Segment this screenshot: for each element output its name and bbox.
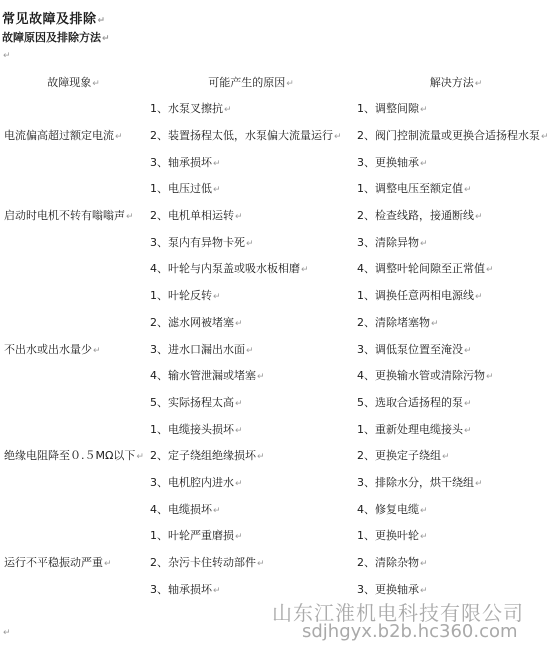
symptom-cell: 电流偏高超过额定电流↵ xyxy=(4,129,123,143)
table-row xyxy=(0,442,557,469)
table-row-cell xyxy=(0,442,557,469)
solution-cell: 2、阀门控制流量或更换合适扬程水泵↵ xyxy=(357,129,549,143)
solution-cell: 3、排除水分，烘干绕组↵ xyxy=(357,475,483,489)
paragraph-mark: ↵ xyxy=(3,51,11,61)
solution-cell: 1、调整间隙↵ xyxy=(357,102,428,116)
fault-table xyxy=(0,69,557,602)
table-row-cell xyxy=(0,549,557,576)
section-subheading: 故障原因及排除方法↵ xyxy=(2,31,110,44)
table-row-cell xyxy=(0,415,557,442)
cause-cell: 4、叶轮与内泵盖或吸水板相磨↵ xyxy=(150,262,309,276)
table-row-cell xyxy=(0,148,557,175)
table-row xyxy=(0,549,557,576)
cause-cell: 2、滤水网被堵塞↵ xyxy=(150,315,243,329)
table-row-cell xyxy=(0,202,557,229)
table-row xyxy=(0,469,557,496)
solution-cell: 2、检查线路，接通断线↵ xyxy=(357,209,483,223)
table-row-cell xyxy=(0,122,557,149)
table-row xyxy=(0,95,557,122)
table-row-cell xyxy=(0,495,557,522)
table-row xyxy=(0,282,557,309)
cause-cell: 1、叶轮严重磨损↵ xyxy=(150,529,243,543)
table-row-cell xyxy=(0,522,557,549)
solution-cell: 1、调换任意两相电源线↵ xyxy=(357,289,483,303)
symptom-cell: 不出水或出水量少↵ xyxy=(4,342,101,356)
solution-cell: 1、调整电压至额定值↵ xyxy=(357,182,472,196)
paragraph-mark: ↵ xyxy=(3,628,11,638)
table-row xyxy=(0,175,557,202)
fault-table-body xyxy=(0,95,557,602)
cause-cell: 3、轴承损坏↵ xyxy=(150,155,221,169)
solution-cell: 4、更换输水管或清除污物↵ xyxy=(357,369,494,383)
table-row-cell xyxy=(0,95,557,122)
symptom-cell: 运行不平稳振动严重↵ xyxy=(4,556,112,570)
table-row xyxy=(0,362,557,389)
cause-cell: 3、进水口漏出水面↵ xyxy=(150,342,254,356)
cause-cell: 3、轴承损坏↵ xyxy=(150,582,221,596)
solution-cell: 2、清除杂物↵ xyxy=(357,556,428,570)
solution-cell: 4、修复电缆↵ xyxy=(357,502,428,516)
solution-cell: 2、清除堵塞物↵ xyxy=(357,315,439,329)
solution-cell: 2、更换定子绕组↵ xyxy=(357,449,450,463)
table-row-cell xyxy=(0,469,557,496)
cause-cell: 2、电机单相运转↵ xyxy=(150,209,243,223)
cause-cell: 5、实际扬程太高↵ xyxy=(150,395,243,409)
table-row-cell xyxy=(0,228,557,255)
table-row xyxy=(0,522,557,549)
cause-cell: 4、输水管泄漏或堵塞↵ xyxy=(150,369,265,383)
table-row xyxy=(0,415,557,442)
table-row xyxy=(0,309,557,336)
solution-cell: 4、调整叶轮间隙至正常值↵ xyxy=(357,262,494,276)
table-row-cell xyxy=(0,175,557,202)
table-row xyxy=(0,389,557,416)
table-row xyxy=(0,495,557,522)
table-row xyxy=(0,202,557,229)
table-row xyxy=(0,228,557,255)
solution-cell: 1、重新处理电缆接头↵ xyxy=(357,422,472,436)
cause-cell: 1、电缆接头损坏↵ xyxy=(150,422,243,436)
solution-cell: 3、更换轴承↵ xyxy=(357,582,428,596)
solution-cell: 5、选取合适扬程的泵↵ xyxy=(357,395,472,409)
cause-cell: 3、电机腔内进水↵ xyxy=(150,475,243,489)
cause-cell: 1、电压过低↵ xyxy=(150,182,221,196)
table-row-cell xyxy=(0,255,557,282)
table-row-cell xyxy=(0,309,557,336)
table-row-cell xyxy=(0,389,557,416)
symptom-cell: 启动时电机不转有嗡嗡声↵ xyxy=(4,209,134,223)
cause-cell: 3、泵内有异物卡死↵ xyxy=(150,235,254,249)
table-row xyxy=(0,148,557,175)
watermark-url: sdjhgyx.b2b.hc360.com xyxy=(302,621,518,642)
table-row xyxy=(0,122,557,149)
solution-cell: 3、调低泵位置至淹没↵ xyxy=(357,342,472,356)
cause-cell: 2、定子绕组绝缘损坏↵ xyxy=(150,449,265,463)
solution-cell: 3、清除异物↵ xyxy=(357,235,428,249)
table-row-cell xyxy=(0,335,557,362)
cause-cell: 1、叶轮反转↵ xyxy=(150,289,221,303)
column-header-solution: 解决方法↵ xyxy=(429,76,483,89)
cause-cell: 1、水泵叉擦抗↵ xyxy=(150,102,232,116)
table-row-cell xyxy=(0,282,557,309)
symptom-cell: 绝缘电阻降至０.５MΩ以下↵ xyxy=(4,449,144,463)
page-heading: 常见故障及排除↵ xyxy=(2,12,106,27)
column-header-symptom: 故障现象↵ xyxy=(47,76,100,89)
solution-cell: 3、更换轴承↵ xyxy=(357,155,428,169)
column-header-cause: 可能产生的原因↵ xyxy=(208,76,294,89)
table-row xyxy=(0,335,557,362)
table-header-row xyxy=(0,69,557,95)
solution-cell: 1、更换叶轮↵ xyxy=(357,529,428,543)
cause-cell: 4、电缆损坏↵ xyxy=(150,502,221,516)
cause-cell: 2、杂污卡住转动部件↵ xyxy=(150,556,265,570)
table-row xyxy=(0,255,557,282)
watermark-company: 山东江淮机电科技有限公司 xyxy=(272,601,524,625)
cause-cell: 2、装置扬程太低，水泵偏大流量运行↵ xyxy=(150,129,342,143)
table-row-cell xyxy=(0,362,557,389)
